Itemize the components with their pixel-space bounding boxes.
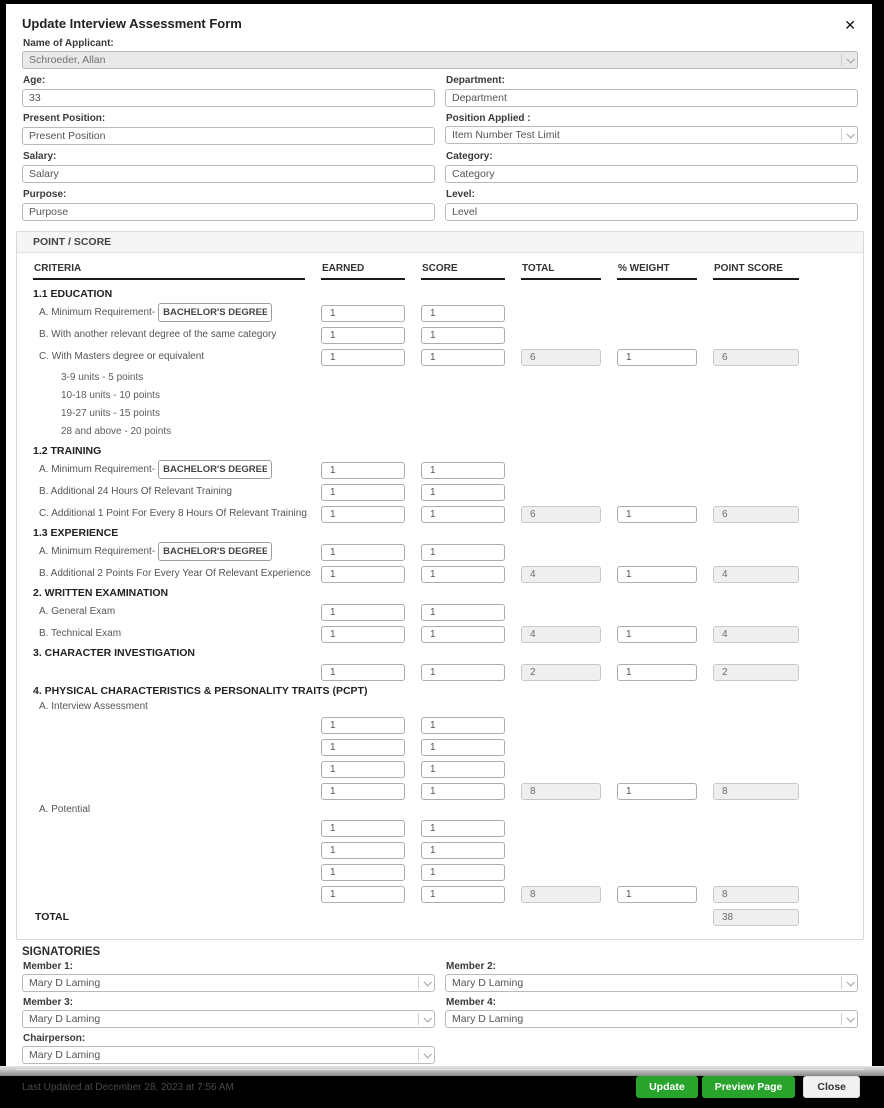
chevron-down-icon [846,978,854,986]
weight-input[interactable] [617,349,697,366]
earned-input[interactable] [321,604,405,621]
weight-input[interactable] [617,664,697,681]
earned-input[interactable] [321,544,405,561]
earned-input[interactable] [321,664,405,681]
point-score-readout [713,349,799,366]
earned-input[interactable] [321,484,405,501]
point-score-readout [713,506,799,523]
education-note: 28 and above - 20 points [61,426,172,437]
age-input[interactable] [22,89,435,107]
score-input[interactable] [421,305,505,322]
section-pcpt-title: 4. PHYSICAL CHARACTERISTICS & PERSONALITY TRAITS (PCPT) [33,685,368,697]
department-field [445,75,858,107]
minimum-requirement-input[interactable] [158,460,272,479]
category-label: Category: [446,151,493,162]
score-table-header [33,263,849,280]
department-label: Department: [446,75,505,86]
score-input[interactable] [421,566,505,583]
education-note: 10-18 units - 10 points [61,390,160,401]
age-field [22,75,435,107]
member1-field [22,961,435,992]
table-row [33,303,849,322]
present-position-input[interactable] [22,127,435,145]
purpose-field [22,189,435,221]
update-interview-assessment-modal [6,4,872,1108]
modal-footer [16,1069,864,1102]
table-row [33,840,849,859]
score-input[interactable] [421,664,505,681]
modal-title: Update Interview Assessment Form [22,16,242,31]
member2-label: Member 2: [446,961,497,972]
point-score-readout [713,664,799,681]
table-row [33,602,849,621]
earned-input[interactable] [321,864,405,881]
modal-window [6,4,872,1093]
name-of-applicant-value: Schroeder, Allan [29,54,106,66]
weight-input[interactable] [617,566,697,583]
position-applied-select[interactable] [445,126,858,144]
score-input[interactable] [421,717,505,734]
table-row [33,818,849,837]
criteria-label: B. Technical Exam [39,628,122,639]
member1-label: Member 1: [23,961,74,972]
table-row [33,542,849,561]
score-input[interactable] [421,484,505,501]
position-applied-label: Position Applied : [446,113,531,124]
position-applied-value: Item Number Test Limit [452,129,560,141]
grand-total-label: TOTAL [35,910,70,923]
name-of-applicant-field [22,38,858,69]
grand-total-row [33,907,849,926]
score-input[interactable] [421,604,505,621]
member4-select[interactable]: Mary D Laming [445,1010,858,1028]
section-experience-title: 1.3 EXPERIENCE [33,527,119,539]
purpose-label: Purpose: [23,189,67,200]
chairperson-field [22,1033,435,1064]
weight-input[interactable] [617,886,697,903]
weight-input[interactable] [617,626,697,643]
education-note: 19-27 units - 15 points [61,408,160,419]
applicant-fields [16,36,864,227]
member3-select[interactable]: Mary D Laming [22,1010,435,1028]
table-row [33,662,849,681]
preview-page-button[interactable]: Preview Page [702,1076,796,1098]
earned-input[interactable] [321,761,405,778]
update-button[interactable]: Update [636,1076,698,1098]
table-row [33,325,849,344]
select-separator [841,977,842,989]
potential-subhead: A. Potential [39,804,91,815]
member2-field [445,961,858,992]
earned-column-header: EARNED [321,263,405,280]
total-column-header: TOTAL [521,263,601,280]
point-score-readout [713,783,799,800]
criteria-label: A. General Exam [39,606,116,617]
chevron-down-icon [423,978,431,986]
point-score-panel [16,231,864,940]
score-input[interactable] [421,864,505,881]
earned-input[interactable] [321,327,405,344]
interview-assessment-subhead: A. Interview Assessment [39,701,148,712]
position-applied-field [445,113,858,145]
earned-input[interactable] [321,626,405,643]
earned-input[interactable] [321,462,405,479]
signatories-section [16,940,864,1069]
member4-label: Member 4: [446,997,497,1008]
total-readout [521,886,601,903]
score-input[interactable] [421,820,505,837]
score-input[interactable] [421,886,505,903]
total-readout [521,664,601,681]
table-row [33,759,849,778]
point-score-readout [713,886,799,903]
select-separator [418,977,419,989]
score-input[interactable] [421,462,505,479]
section-character-investigation-title: 3. CHARACTER INVESTIGATION [33,647,195,659]
chevron-down-icon [846,55,854,63]
earned-input[interactable] [321,349,405,366]
earned-input[interactable] [321,305,405,322]
signatories-title: SIGNATORIES [22,946,101,958]
criteria-label: B. Additional 24 Hours Of Relevant Training [39,486,232,497]
weight-input[interactable] [617,506,697,523]
salary-field [22,151,435,183]
table-row [33,460,849,479]
member3-label: Member 3: [23,997,74,1008]
table-row [33,564,849,583]
chevron-down-icon [423,1014,431,1022]
chairperson-label: Chairperson: [23,1033,86,1044]
earned-input[interactable] [321,566,405,583]
criteria-label [33,671,305,672]
table-row [33,504,849,523]
point-score-panel-title: POINT / SCORE [17,232,863,253]
section-education-title: 1.1 EDUCATION [33,288,113,300]
score-input[interactable] [421,349,505,366]
score-input[interactable] [421,842,505,859]
chevron-down-icon [846,1014,854,1022]
salary-label: Salary: [23,151,57,162]
earned-input[interactable] [321,739,405,756]
close-icon[interactable]: ✕ [844,17,856,33]
level-label: Level: [446,189,475,200]
earned-input[interactable] [321,783,405,800]
total-readout [521,783,601,800]
member1-select[interactable]: Mary D Laming [22,974,435,992]
last-updated-text: Last Updated at December 28, 2023 at 7:56 AM [22,1081,234,1093]
point-score-column-header: POINT SCORE [713,263,799,280]
section-written-exam-title: 2. WRITTEN EXAMINATION [33,587,169,599]
table-row [33,482,849,501]
earned-input[interactable] [321,886,405,903]
category-field [445,151,858,183]
table-row [33,884,849,903]
score-input[interactable] [421,739,505,756]
score-input[interactable] [421,761,505,778]
name-of-applicant-select [22,51,858,69]
total-readout [521,349,601,366]
section-training-title: 1.2 TRAINING [33,445,102,457]
select-separator [841,1013,842,1025]
age-label: Age: [23,75,46,86]
criteria-label: C. Additional 1 Point For Every 8 Hours Of Relevant Training [39,508,307,519]
criteria-label: C. With Masters degree or equivalent [39,351,205,362]
table-row [33,737,849,756]
select-separator [841,129,842,141]
score-column-header: SCORE [421,263,505,280]
earned-input[interactable] [321,717,405,734]
criteria-column-header: CRITERIA [33,263,305,280]
education-note: 3-9 units - 5 points [61,372,144,383]
point-score-readout [713,566,799,583]
member3-field [22,997,435,1028]
level-input[interactable] [445,203,858,221]
earned-input[interactable] [321,842,405,859]
chairperson-select[interactable]: Mary D Laming [22,1046,435,1064]
total-readout [521,506,601,523]
criteria-label: A. Minimum Requirement- BACHELOR'S DEGREE R [33,303,305,322]
department-input[interactable] [445,89,858,107]
select-separator [841,54,842,66]
score-input[interactable] [421,783,505,800]
select-separator [418,1013,419,1025]
point-score-readout [713,626,799,643]
name-of-applicant-label: Name of Applicant: [23,38,114,49]
purpose-input[interactable] [22,203,435,221]
criteria-label: A. Minimum Requirement- BACHELOR'S DEGREE R [33,542,305,561]
present-position-field [22,113,435,145]
select-separator [418,1049,419,1061]
table-row [33,715,849,734]
level-field [445,189,858,221]
earned-input[interactable] [321,820,405,837]
category-input[interactable] [445,165,858,183]
close-button[interactable]: Close [803,1076,860,1098]
score-input[interactable] [421,506,505,523]
score-input[interactable] [421,327,505,344]
modal-header [16,12,864,36]
weight-column-header: % WEIGHT [617,263,697,280]
chevron-down-icon [846,130,854,138]
minimum-requirement-input[interactable] [158,542,272,561]
present-position-label: Present Position: [23,113,106,124]
salary-input[interactable] [22,165,435,183]
score-input[interactable] [421,544,505,561]
table-row [33,347,849,366]
grand-total-readout [713,909,799,926]
criteria-label: B. With another relevant degree of the same category [39,329,277,340]
weight-input[interactable] [617,783,697,800]
total-readout [521,626,601,643]
member4-field [445,997,858,1028]
table-row [33,781,849,800]
score-input[interactable] [421,626,505,643]
earned-input[interactable] [321,506,405,523]
total-readout [521,566,601,583]
criteria-label: B. Additional 2 Points For Every Year Of Relevant Experience [39,568,311,579]
criteria-label: A. Minimum Requirement- BACHELOR'S DEGREE R [33,460,305,479]
table-row [33,862,849,881]
table-row [33,624,849,643]
minimum-requirement-input[interactable] [158,303,272,322]
chevron-down-icon [423,1050,431,1058]
member2-select[interactable]: Mary D Laming [445,974,858,992]
